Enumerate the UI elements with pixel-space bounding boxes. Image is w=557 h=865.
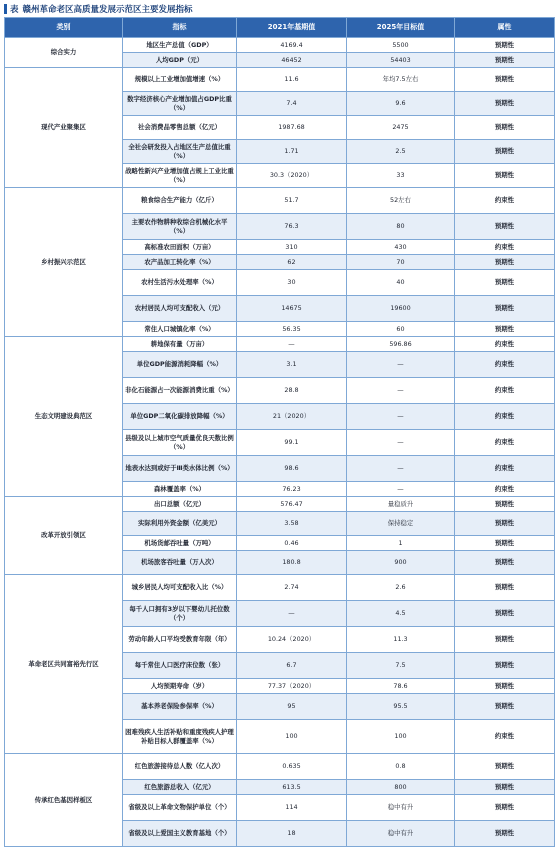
base-value-cell: 46452 <box>237 53 347 68</box>
target-value-cell: 0.8 <box>347 754 455 780</box>
indicator-cell: 高标准农田面积（万亩） <box>123 240 237 255</box>
base-value-cell: 114 <box>237 795 347 821</box>
target-value-cell: 4.5 <box>347 601 455 627</box>
attribute-cell: 预期性 <box>455 92 555 116</box>
indicator-cell: 机场旅客吞吐量（万人次） <box>123 551 237 575</box>
target-value-cell: — <box>347 404 455 430</box>
attribute-cell: 预期性 <box>455 214 555 240</box>
table-row <box>5 68 555 92</box>
target-value-cell: 2.5 <box>347 140 455 164</box>
table-row <box>5 575 555 601</box>
attribute-cell: 约束性 <box>455 720 555 754</box>
attribute-cell: 预期性 <box>455 255 555 270</box>
target-value-cell: 稳中有升 <box>347 795 455 821</box>
attribute-cell: 预期性 <box>455 601 555 627</box>
target-value-cell: — <box>347 378 455 404</box>
target-value-cell: 900 <box>347 551 455 575</box>
indicator-cell: 单位GDP二氧化碳排放降幅（%） <box>123 404 237 430</box>
base-value-cell: 100 <box>237 720 347 754</box>
attribute-cell: 约束性 <box>455 482 555 497</box>
base-value-cell: 613.5 <box>237 780 347 795</box>
target-value-cell: 5500 <box>347 38 455 53</box>
base-value-cell: 95 <box>237 694 347 720</box>
base-value-cell: 77.37（2020） <box>237 679 347 694</box>
target-value-cell: 19600 <box>347 296 455 322</box>
indicator-cell: 单位GDP能源消耗降幅（%） <box>123 352 237 378</box>
base-value-cell: 3.58 <box>237 512 347 536</box>
attribute-cell: 预期性 <box>455 575 555 601</box>
attribute-cell: 预期性 <box>455 164 555 188</box>
attribute-cell: 约束性 <box>455 352 555 378</box>
target-value-cell: 9.6 <box>347 92 455 116</box>
indicator-cell: 社会消费品零售总额（亿元） <box>123 116 237 140</box>
indicator-cell: 劳动年龄人口平均受教育年限（年） <box>123 627 237 653</box>
title-marker <box>4 4 7 14</box>
attribute-cell: 预期性 <box>455 821 555 847</box>
category-cell: 乡村振兴示范区 <box>5 188 123 337</box>
base-value-cell: 1.71 <box>237 140 347 164</box>
indicator-cell: 人均预期寿命（岁） <box>123 679 237 694</box>
table-row <box>5 497 555 512</box>
header-target-value: 2025年目标值 <box>347 18 455 38</box>
attribute-cell: 预期性 <box>455 795 555 821</box>
target-value-cell: 1 <box>347 536 455 551</box>
base-value-cell: 2.74 <box>237 575 347 601</box>
table-title <box>4 3 193 15</box>
attribute-cell: 约束性 <box>455 378 555 404</box>
indicator-cell: 地表水达到或好于Ⅲ类水体比例（%） <box>123 456 237 482</box>
base-value-cell: 51.7 <box>237 188 347 214</box>
attribute-cell: 预期性 <box>455 653 555 679</box>
base-value-cell: 76.3 <box>237 214 347 240</box>
attribute-cell: 预期性 <box>455 270 555 296</box>
indicator-cell: 粮食综合生产能力（亿斤） <box>123 188 237 214</box>
base-value-cell: 18 <box>237 821 347 847</box>
indicator-cell: 战略性新兴产业增加值占规上工业比重（%） <box>123 164 237 188</box>
target-value-cell: — <box>347 352 455 378</box>
header-category: 类别 <box>5 18 123 38</box>
table-row <box>5 188 555 214</box>
base-value-cell: 62 <box>237 255 347 270</box>
target-value-cell: 40 <box>347 270 455 296</box>
attribute-cell: 预期性 <box>455 754 555 780</box>
indicator-cell: 基本养老保险参保率（%） <box>123 694 237 720</box>
target-value-cell: 100 <box>347 720 455 754</box>
base-value-cell: 98.6 <box>237 456 347 482</box>
attribute-cell: 预期性 <box>455 38 555 53</box>
attribute-cell: 预期性 <box>455 536 555 551</box>
attribute-cell: 预期性 <box>455 140 555 164</box>
attribute-cell: 预期性 <box>455 679 555 694</box>
indicator-cell: 省级及以上爱国主义教育基地（个） <box>123 821 237 847</box>
base-value-cell: 3.1 <box>237 352 347 378</box>
target-value-cell: 95.5 <box>347 694 455 720</box>
indicator-cell: 地区生产总值（GDP） <box>123 38 237 53</box>
target-value-cell: 2.6 <box>347 575 455 601</box>
target-value-cell: 稳中有升 <box>347 821 455 847</box>
base-value-cell: 56.35 <box>237 322 347 337</box>
category-cell: 生态文明建设典范区 <box>5 337 123 497</box>
base-value-cell: 30.3（2020） <box>237 164 347 188</box>
attribute-cell: 预期性 <box>455 551 555 575</box>
target-value-cell: 52左右 <box>347 188 455 214</box>
indicator-cell: 红色旅游总收入（亿元） <box>123 780 237 795</box>
indicator-cell: 困难残疾人生活补贴和重度残疾人护理补贴目标人群覆盖率（%） <box>123 720 237 754</box>
base-value-cell: 576.47 <box>237 497 347 512</box>
indicator-cell: 森林覆盖率（%） <box>123 482 237 497</box>
target-value-cell: 量稳质升 <box>347 497 455 512</box>
attribute-cell: 预期性 <box>455 497 555 512</box>
target-value-cell: 保持稳定 <box>347 512 455 536</box>
indicator-cell: 全社会研发投入占地区生产总值比重（%） <box>123 140 237 164</box>
indicator-cell: 每千人口拥有3岁以下婴幼儿托位数（个） <box>123 601 237 627</box>
base-value-cell: 1987.68 <box>237 116 347 140</box>
base-value-cell: 76.23 <box>237 482 347 497</box>
attribute-cell: 预期性 <box>455 694 555 720</box>
target-value-cell: 54403 <box>347 53 455 68</box>
base-value-cell: 7.4 <box>237 92 347 116</box>
base-value-cell: 99.1 <box>237 430 347 456</box>
indicator-cell: 规模以上工业增加值增速（%） <box>123 68 237 92</box>
target-value-cell: 78.6 <box>347 679 455 694</box>
indicator-cell: 出口总额（亿元） <box>123 497 237 512</box>
indicator-cell: 实际利用外资金额（亿美元） <box>123 512 237 536</box>
base-value-cell: 21（2020） <box>237 404 347 430</box>
target-value-cell: 年均7.5左右 <box>347 68 455 92</box>
target-value-cell: 70 <box>347 255 455 270</box>
target-value-cell: 80 <box>347 214 455 240</box>
target-value-cell: — <box>347 456 455 482</box>
target-value-cell: 430 <box>347 240 455 255</box>
target-value-cell: 2475 <box>347 116 455 140</box>
attribute-cell: 约束性 <box>455 456 555 482</box>
indicator-cell: 红色旅游接待总人数（亿人次） <box>123 754 237 780</box>
base-value-cell: 0.46 <box>237 536 347 551</box>
base-value-cell: 28.8 <box>237 378 347 404</box>
base-value-cell: 180.8 <box>237 551 347 575</box>
attribute-cell: 预期性 <box>455 296 555 322</box>
indicator-cell: 非化石能源占一次能源消费比重（%） <box>123 378 237 404</box>
table-row <box>5 337 555 352</box>
base-value-cell: 14675 <box>237 296 347 322</box>
header-attribute: 属性 <box>455 18 555 38</box>
target-value-cell: 596.86 <box>347 337 455 352</box>
attribute-cell: 预期性 <box>455 512 555 536</box>
table-body <box>5 38 555 847</box>
category-cell: 现代产业聚集区 <box>5 68 123 188</box>
indicator-cell: 人均GDP（元） <box>123 53 237 68</box>
attribute-cell: 约束性 <box>455 188 555 214</box>
header-indicator: 指标 <box>123 18 237 38</box>
header-base-value: 2021年基期值 <box>237 18 347 38</box>
target-value-cell: 11.3 <box>347 627 455 653</box>
indicator-cell: 常住人口城镇化率（%） <box>123 322 237 337</box>
attribute-cell: 约束性 <box>455 240 555 255</box>
title-prefix: 表 <box>10 5 19 15</box>
base-value-cell: — <box>237 337 347 352</box>
target-value-cell: — <box>347 482 455 497</box>
base-value-cell: 10.24（2020） <box>237 627 347 653</box>
base-value-cell: 11.6 <box>237 68 347 92</box>
indicator-cell: 县级及以上城市空气质量优良天数比例（%） <box>123 430 237 456</box>
header-row <box>5 18 555 38</box>
indicator-cell: 农产品加工转化率（%） <box>123 255 237 270</box>
target-value-cell: — <box>347 430 455 456</box>
target-value-cell: 60 <box>347 322 455 337</box>
category-cell: 综合实力 <box>5 38 123 68</box>
title-text: 赣州革命老区高质量发展示范区主要发展指标 <box>22 5 193 15</box>
table-row <box>5 754 555 780</box>
attribute-cell: 预期性 <box>455 627 555 653</box>
indicator-cell: 每千常住人口医疗床位数（张） <box>123 653 237 679</box>
base-value-cell: 0.635 <box>237 754 347 780</box>
base-value-cell: — <box>237 601 347 627</box>
target-value-cell: 33 <box>347 164 455 188</box>
target-value-cell: 7.5 <box>347 653 455 679</box>
table-row <box>5 38 555 53</box>
category-cell: 传承红色基因样板区 <box>5 754 123 847</box>
attribute-cell: 预期性 <box>455 68 555 92</box>
attribute-cell: 预期性 <box>455 322 555 337</box>
indicator-cell: 农村居民人均可支配收入（元） <box>123 296 237 322</box>
base-value-cell: 30 <box>237 270 347 296</box>
attribute-cell: 约束性 <box>455 337 555 352</box>
attribute-cell: 约束性 <box>455 430 555 456</box>
target-value-cell: 800 <box>347 780 455 795</box>
indicator-table <box>4 17 555 847</box>
indicator-cell: 主要农作物耕种收综合机械化水平（%） <box>123 214 237 240</box>
category-cell: 革命老区共同富裕先行区 <box>5 575 123 754</box>
indicator-cell: 城乡居民人均可支配收入比（%） <box>123 575 237 601</box>
attribute-cell: 预期性 <box>455 116 555 140</box>
attribute-cell: 预期性 <box>455 780 555 795</box>
attribute-cell: 预期性 <box>455 53 555 68</box>
indicator-cell: 数字经济核心产业增加值占GDP比重（%） <box>123 92 237 116</box>
indicator-cell: 机场货邮吞吐量（万吨） <box>123 536 237 551</box>
indicator-cell: 省级及以上革命文物保护单位（个） <box>123 795 237 821</box>
base-value-cell: 310 <box>237 240 347 255</box>
indicator-cell: 农村生活污水处理率（%） <box>123 270 237 296</box>
base-value-cell: 6.7 <box>237 653 347 679</box>
base-value-cell: 4169.4 <box>237 38 347 53</box>
indicator-cell: 耕地保有量（万亩） <box>123 337 237 352</box>
attribute-cell: 约束性 <box>455 404 555 430</box>
category-cell: 改革开放引领区 <box>5 497 123 575</box>
